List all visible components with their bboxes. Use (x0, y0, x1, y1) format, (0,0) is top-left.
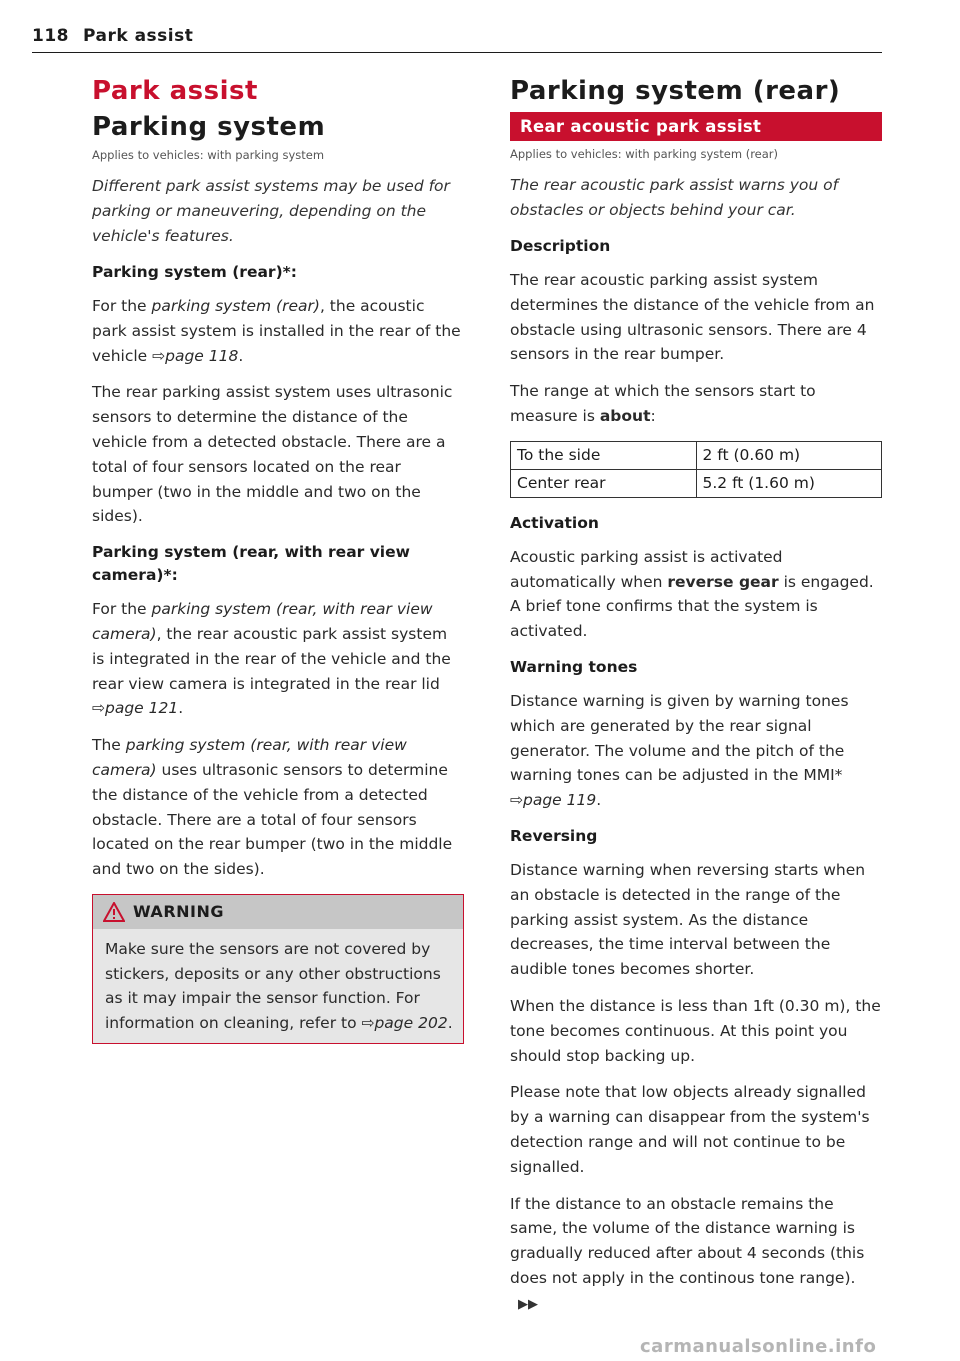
warning-box (92, 894, 464, 1044)
italic-text: parking system (rear, with rear view camera) (92, 736, 407, 779)
paragraph (510, 689, 882, 813)
left-column (92, 72, 464, 1044)
paragraph: Please note that low objects already signalled by a warning can disappear from the system's detection range and will not continue to be signalled. (510, 1083, 870, 1176)
text: . (178, 699, 184, 718)
subheading-description: Description (510, 237, 611, 255)
header-rule (32, 52, 882, 53)
paragraph: The rear parking assist system uses ultrasonic sensors to determine the distance of the vehicle from a detected obstacle. There are a total of four sensors located on the rear bumper (two in the middle and two on the sides). (92, 383, 453, 526)
table-cell: 5.2 ft (1.60 m) (696, 469, 882, 497)
section-heading: Parking system (rear) (510, 76, 841, 106)
paragraph (510, 379, 882, 429)
paragraph (92, 597, 464, 721)
chapter-title: Park assist (92, 76, 258, 106)
text: . (447, 1013, 453, 1032)
text: If the distance to an obstacle remains the same, the volume of the distance warning is gradually reduced after about 4 seconds (this does not apply in the continous tone range). (510, 1194, 865, 1287)
warning-title: WARNING (133, 902, 224, 922)
page-reference-link[interactable]: ⇨page 118 (152, 346, 239, 365)
section-heading: Parking system (92, 112, 326, 142)
page-reference-link[interactable]: ⇨page 119 (510, 791, 597, 810)
page-number: 118 (32, 26, 69, 46)
italic-text: parking system (rear, with rear view camera) (92, 600, 433, 643)
text: , the acoustic park assist system is installed in the rear of the vehicle (92, 297, 461, 365)
paragraph (510, 545, 882, 644)
subheading-reversing: Reversing (510, 826, 598, 845)
table-row (511, 469, 882, 497)
warning-header (93, 895, 463, 929)
intro-text: Different park assist systems may be used for parking or maneuvering, depending on the vehicle's features. (92, 177, 450, 245)
text: Make sure the sensors are not covered by stickers, deposits or any other obstructions as it may impair the sensor function. For information on cleaning, refer to (105, 939, 441, 1032)
bold-text: about (599, 406, 651, 425)
page-reference-link[interactable]: ⇨page 202 (361, 1013, 448, 1032)
text: For the (92, 297, 152, 315)
text: Acoustic parking assist is activated automatically when (510, 547, 783, 591)
text: The range at which the sensors start to measure is (510, 382, 816, 425)
text: . (596, 791, 602, 810)
text: : (650, 406, 656, 425)
paragraph: The rear acoustic parking assist system determines the distance of the vehicle from an obstacle using ultrasonic sensors. There are 4 sensors in the rear bumper. (510, 271, 875, 364)
applies-note: Applies to vehicles: with parking system (rear) (510, 147, 779, 161)
right-column (510, 72, 882, 1330)
warning-text (93, 929, 463, 1043)
subheading-activation: Activation (510, 513, 599, 532)
paragraph (510, 1192, 882, 1318)
subheading-warning-tones: Warning tones (510, 657, 638, 676)
text: uses ultrasonic sensors to determine the distance of the vehicle from a detected obstacle. There are a total of four sensors located on the rear bumper (two in the middle and two on the sides). (92, 760, 453, 879)
bold-text: reverse gear (667, 572, 779, 591)
continue-arrow-icon: ▶▶ (518, 1296, 538, 1312)
warning-triangle-icon (103, 902, 125, 922)
table-cell: To the side (511, 441, 697, 469)
section-title: Park assist (83, 26, 194, 46)
text: For the (92, 600, 152, 619)
text: , the rear acoustic park assist system is integrated in the rear of the vehicle and the rear view camera is integrated in the rear lid (92, 624, 451, 693)
text: is engaged. A brief tone confirms that the system is activated. (510, 572, 874, 641)
watermark: carmanualsonline.info (640, 1336, 877, 1357)
page-reference-link[interactable]: ⇨page 121 (92, 699, 179, 718)
paragraph (92, 733, 464, 882)
italic-text: parking system (rear) (151, 297, 320, 315)
text: The (92, 736, 126, 755)
table-row (511, 441, 882, 469)
text: Distance warning is given by warning tones which are generated by the rear signal generator. The volume and the pitch of the warning tones can be adjusted in the MMI* (510, 691, 849, 785)
subheading-rear: Parking system (rear)*: (92, 263, 297, 281)
applies-note: Applies to vehicles: with parking system (92, 148, 325, 162)
table-cell: Center rear (511, 469, 697, 497)
paragraph: Distance warning when reversing starts when an obstacle is detected in the range of the parking assist system. As the distance decreases, the time interval between the audible tones becomes shorter. (510, 860, 866, 979)
topic-bar: Rear acoustic park assist (510, 112, 882, 141)
subheading-rear-camera: Parking system (rear, with rear view camera)*: (92, 543, 410, 585)
text: . (238, 346, 244, 365)
page-header (32, 26, 882, 46)
intro-text: The rear acoustic park assist warns you of obstacles or objects behind your car. (510, 176, 839, 219)
paragraph: When the distance is less than 1ft (0.30 m), the tone becomes continuous. At this point you should stop backing up. (510, 996, 881, 1065)
table-cell: 2 ft (0.60 m) (696, 441, 882, 469)
paragraph (92, 294, 464, 368)
range-table (510, 441, 882, 498)
